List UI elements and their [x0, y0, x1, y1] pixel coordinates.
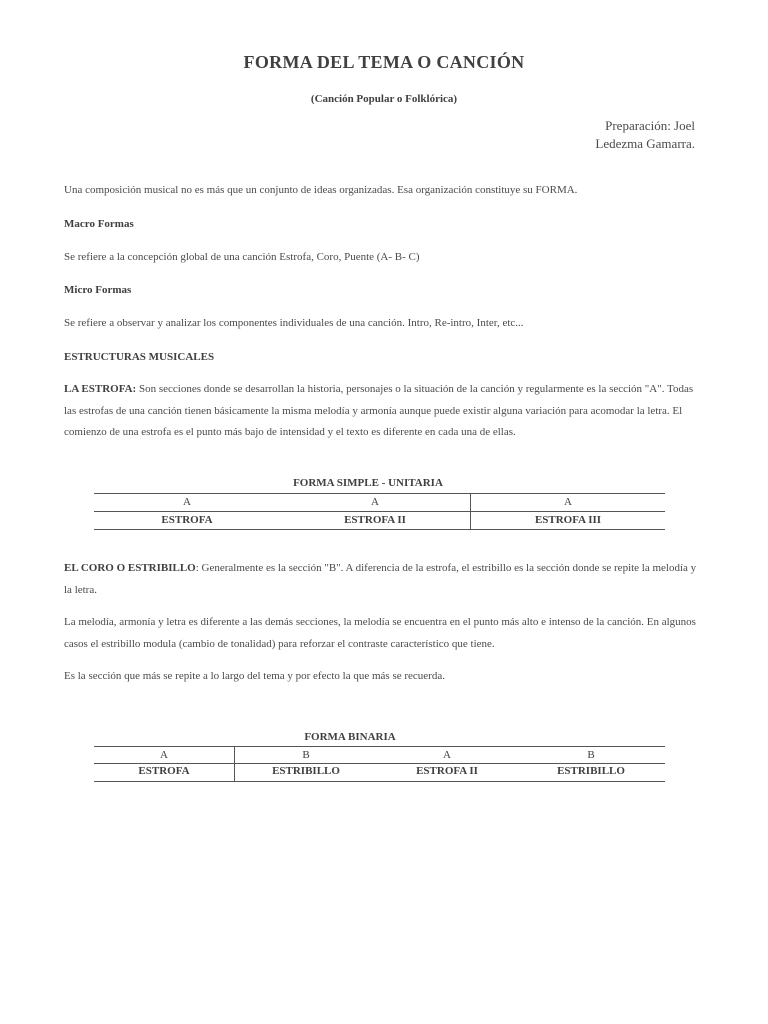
- table-cell: A: [94, 747, 235, 764]
- table-simple-caption: FORMA SIMPLE - UNITARIA: [293, 477, 443, 489]
- author-credit: [495, 117, 695, 153]
- table-cell: ESTROFA II: [280, 512, 471, 530]
- estrofa-paragraph: [64, 379, 704, 444]
- table-binary-caption: FORMA BINARIA: [304, 731, 396, 743]
- author-line-2: Ledezma Gamarra.: [595, 136, 695, 151]
- author-line-1: Preparación: Joel: [605, 118, 695, 133]
- table-cell: B: [235, 747, 378, 764]
- coro-text: : Generalmente es la sección "B". A diferencia de la estrofa, el estribillo es la sección donde se repite la melodía y la letra.: [64, 562, 697, 596]
- forma-simple-table: [94, 493, 665, 530]
- estrofa-text: Son secciones donde se desarrollan la historia, personajes o la situación de la canción y regularmente es la sección "A". Todas las estrofas de una canción tienen básicamente la misma melodía y armonía aunque puede existir alguna variación para acomodar la letra. El comienzo de una estrofa es el punto más bajo de intensidad y el texto es diferente en cada una de ellas.: [64, 383, 694, 438]
- document-title: FORMA DEL TEMA O CANCIÓN: [243, 52, 525, 72]
- table-row: [94, 494, 665, 512]
- table-cell: B: [517, 747, 665, 764]
- table-cell: A: [94, 494, 280, 512]
- table-cell: A: [377, 747, 517, 764]
- table-cell: ESTRIBILLO: [235, 764, 378, 782]
- estrofa-label: LA ESTROFA:: [64, 383, 137, 395]
- table-row: [94, 747, 665, 764]
- coro-paragraph-3: Es la sección que más se repite a lo largo del tema y por efecto la que más se recuerda.: [64, 670, 445, 682]
- document-subtitle: (Canción Popular o Folklórica): [310, 93, 458, 105]
- macro-formas-text: Se refiere a la concepción global de una canción Estrofa, Coro, Puente (A- B- C): [64, 251, 420, 263]
- table-cell: A: [471, 494, 666, 512]
- micro-formas-text: Se refiere a observar y analizar los componentes individuales de una canción. Intro, Re-intro, Inter, etc...: [64, 317, 524, 329]
- micro-formas-heading: Micro Formas: [64, 284, 132, 296]
- coro-paragraph-2: La melodía, armonía y letra es diferente a las demás secciones, la melodía se encuentra en el punto más alto e intenso de la canción. En algunos casos el estribillo modula (cambio de tonalidad) para reforzar el contraste característico que tiene.: [64, 616, 696, 650]
- coro-label: EL CORO O ESTRIBILLO: [64, 562, 196, 574]
- table-cell: ESTROFA III: [471, 512, 666, 530]
- coro-paragraph: [64, 558, 704, 601]
- table-cell: ESTROFA II: [377, 764, 517, 782]
- macro-formas-heading: Macro Formas: [64, 218, 134, 230]
- table-cell: ESTROFA: [94, 764, 235, 782]
- forma-binaria-table: [94, 746, 665, 782]
- table-cell: ESTROFA: [94, 512, 280, 530]
- estructuras-heading: ESTRUCTURAS MUSICALES: [64, 351, 215, 363]
- table-row: [94, 764, 665, 782]
- table-cell: ESTRIBILLO: [517, 764, 665, 782]
- table-row: [94, 512, 665, 530]
- intro-paragraph: Una composición musical no es más que un conjunto de ideas organizadas. Esa organización constituye su FORMA.: [64, 184, 578, 196]
- table-cell: A: [280, 494, 471, 512]
